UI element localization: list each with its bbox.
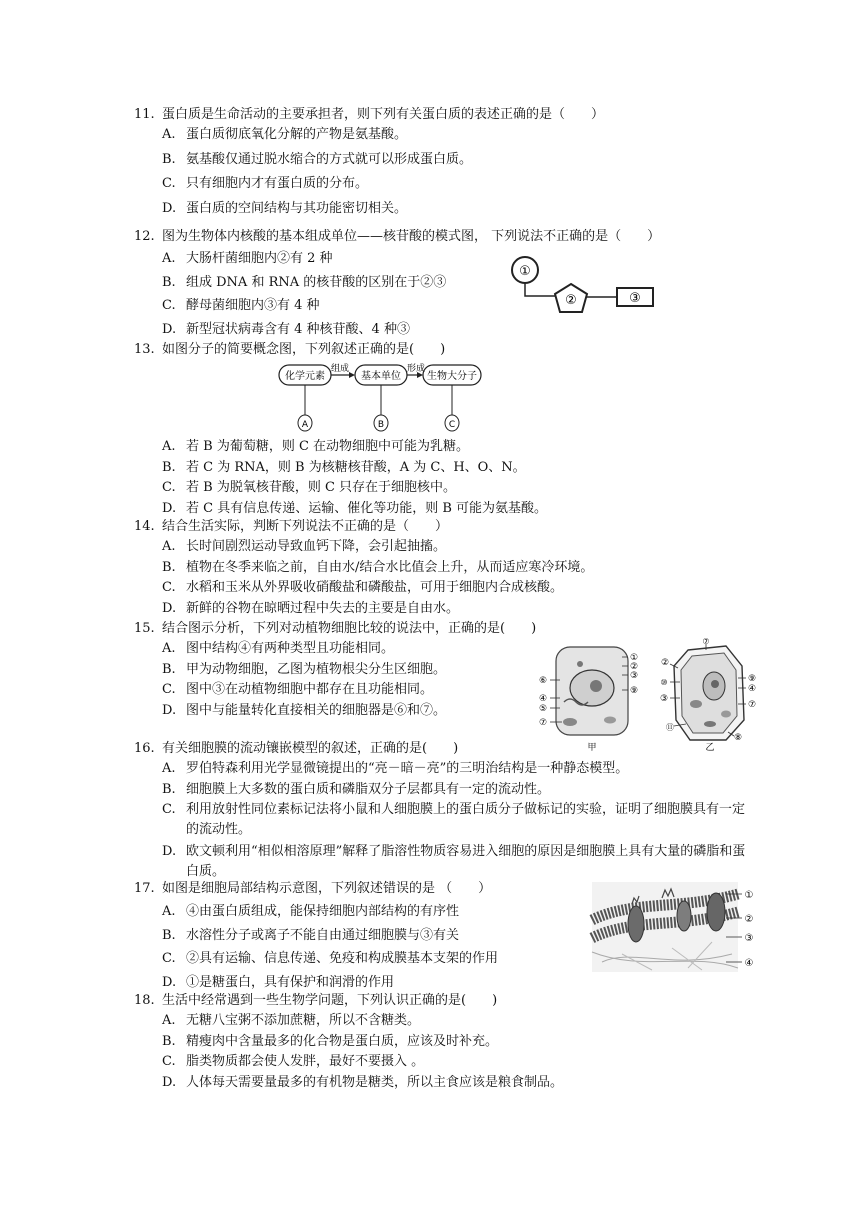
box-units: 基本单位 (361, 371, 401, 382)
option-d: D. 若 C 具有信息传递、运输、催化等功能，则 B 可能为氨基酸。 (162, 500, 548, 516)
option-c: C. 酵母菌细胞内③有 4 种 (162, 298, 320, 313)
option-c: C. 只有细胞内才有蛋白质的分布。 (162, 176, 369, 191)
option-b: B. 细胞膜上大多数的蛋白质和磷脂双分子层都具有一定的流动性。 (162, 781, 551, 797)
option-a: A. 无糖八宝粥不添加蔗糖，所以不含糖类。 (162, 1013, 421, 1028)
option-d: D. 蛋白质的空间结构与其功能密切相关。 (162, 200, 408, 216)
plant-label: ⑦ (702, 637, 710, 646)
question-14 (134, 516, 744, 619)
question-13 (134, 339, 744, 360)
option-d: D. 图中与能量转化直接相关的细胞器是⑥和⑦。 (162, 702, 447, 718)
question-number: 17. (134, 881, 155, 896)
box-elements: 化学元素 (285, 371, 325, 382)
option-c: C. 脂类物质都会使人发胖，最好不要摄入 。 (162, 1054, 425, 1069)
animal-label: ⑥ (538, 676, 548, 686)
question-number: 18. (134, 993, 155, 1008)
question-stem: 图为生物体内核酸的基本组成单位——核苷酸的模式图， 下列说法不正确的是（ ） (162, 229, 661, 244)
molecule-concept-diagram (276, 360, 486, 435)
animal-label: ② (629, 662, 639, 672)
option-a: A. 罗伯特森利用光学显微镜提出的“亮－暗－亮”的三明治结构是一种静态模型。 (162, 761, 629, 776)
question-16 (134, 738, 744, 884)
membrane-label-2: ② (744, 914, 754, 925)
question-13-options (134, 437, 744, 519)
circle-b: B (377, 420, 385, 430)
animal-label: ① (629, 653, 639, 663)
animal-label: ⑤ (538, 704, 548, 714)
question-stem: 生活中经常遇到一些生物学问题，下列认识正确的是( ) (162, 993, 498, 1008)
caption-plant: 乙 (705, 743, 715, 753)
animal-label: ④ (538, 694, 548, 704)
animal-label: ⑨ (629, 686, 639, 696)
arrow-form: 形成 (406, 364, 426, 374)
label-1: ① (519, 264, 531, 279)
option-b: B. 氨基酸仅通过脱水缩合的方式就可以形成蛋白质。 (162, 151, 473, 167)
plant-label: ② (660, 658, 670, 668)
option-d: D. 新鲜的谷物在晾晒过程中失去的主要是自由水。 (162, 600, 460, 616)
plant-label: ④ (747, 684, 757, 694)
membrane-label-4: ④ (744, 958, 754, 969)
question-number: 14. (134, 519, 155, 534)
plant-label: ⑦ (747, 700, 757, 710)
question-number: 15. (134, 621, 155, 636)
option-d: D. 新型冠状病毒含有 4 种核苷酸、4 种③ (162, 321, 410, 337)
question-number: 13. (134, 342, 155, 357)
option-a: A. ④由蛋白质组成，能保持细胞内部结构的有序性 (162, 904, 460, 919)
animal-label: ③ (629, 671, 639, 681)
cell-membrane-diagram (592, 882, 760, 972)
question-stem: 结合图示分析，下列对动植物细胞比较的说法中，正确的是( ) (162, 621, 537, 636)
option-a: A. 图中结构④有两种类型且功能相同。 (162, 641, 395, 656)
arrow-compose: 组成 (330, 364, 350, 374)
option-b: B. 植物在冬季来临之前，自由水/结合水比值会上升，从而适应寒冷环境。 (162, 559, 594, 575)
option-d: D. 欧文顿利用“相似相溶原理”解释了脂溶性物质容易进入细胞的原因是细胞膜上具有大量的磷脂和蛋白质。 (162, 844, 746, 879)
plant-label: ③ (659, 694, 669, 704)
option-b: B. 甲为动物细胞，乙图为植物根尖分生区细胞。 (162, 661, 447, 677)
nucleotide-diagram (505, 252, 665, 322)
label-2: ② (565, 293, 577, 308)
option-c: C. 利用放射性同位素标记法将小鼠和人细胞膜上的蛋白质分子做标记的实验，证明了细胞膜具有一定的流动性。 (162, 802, 746, 837)
option-c: C. 水稻和玉米从外界吸收硝酸盐和磷酸盐，可用于细胞内合成核酸。 (162, 580, 564, 595)
option-d: D. 人体每天需要量最多的有机物是糖类，所以主食应该是粮食制品。 (162, 1074, 564, 1090)
membrane-label-3: ③ (744, 933, 754, 944)
circle-a: A (301, 420, 309, 430)
question-number: 11. (134, 107, 155, 122)
caption-animal: 甲 (587, 743, 597, 753)
option-c: C. ②具有运输、信息传递、免疫和构成膜基本支架的作用 (162, 951, 499, 966)
question-stem: 如图分子的简要概念图，下列叙述正确的是( ) (162, 342, 446, 357)
option-b: B. 若 C 为 RNA，则 B 为核糖核苷酸，A 为 C、H、O、N。 (162, 459, 526, 475)
plant-label: ⑩ (660, 678, 668, 687)
animal-label: ⑦ (538, 718, 548, 728)
plant-label: ⑪ (666, 723, 674, 732)
question-number: 12. (134, 229, 155, 244)
option-a: A. 长时间剧烈运动导致血钙下降，会引起抽搐。 (162, 539, 447, 554)
option-a: A. 若 B 为葡萄糖，则 C 在动物细胞中可能为乳糖。 (162, 439, 470, 454)
question-stem: 结合生活实际，判断下列说法不正确的是（ ） (162, 519, 449, 534)
plant-label: ⑨ (747, 674, 757, 684)
question-stem: 如图是细胞局部结构示意图，下列叙述错误的是 （ ） (162, 881, 492, 896)
option-b: B. 组成 DNA 和 RNA 的核苷酸的区别在于②③ (162, 274, 447, 290)
question-stem: 蛋白质是生命活动的主要承担者，则下列有关蛋白质的表述正确的是（ ） (162, 107, 605, 122)
question-stem: 有关细胞膜的流动镶嵌模型的叙述，正确的是( ) (162, 741, 459, 756)
option-c: C. 若 B 为脱氧核苷酸，则 C 只存在于细胞核中。 (162, 480, 457, 495)
option-b: B. 水溶性分子或离子不能自由通过细胞膜与③有关 (162, 927, 460, 943)
option-b: B. 精瘦肉中含量最多的化合物是蛋白质，应该及时补充。 (162, 1033, 499, 1049)
option-a: A. 蛋白质彻底氧化分解的产物是氨基酸。 (162, 127, 408, 142)
question-18 (134, 990, 744, 1093)
membrane-label-1: ① (744, 890, 754, 901)
option-c: C. 图中③在动植物细胞中都存在且功能相同。 (162, 682, 434, 697)
box-macromolecule: 生物大分子 (427, 371, 477, 382)
circle-c: C (448, 420, 456, 430)
label-3: ③ (629, 291, 641, 306)
question-11 (134, 104, 744, 219)
option-d: D. ①是糖蛋白，具有保护和润滑的作用 (162, 974, 395, 990)
question-number: 16. (134, 741, 155, 756)
plant-label: ⑧ (733, 733, 743, 743)
option-a: A. 大肠杆菌细胞内②有 2 种 (162, 251, 333, 266)
